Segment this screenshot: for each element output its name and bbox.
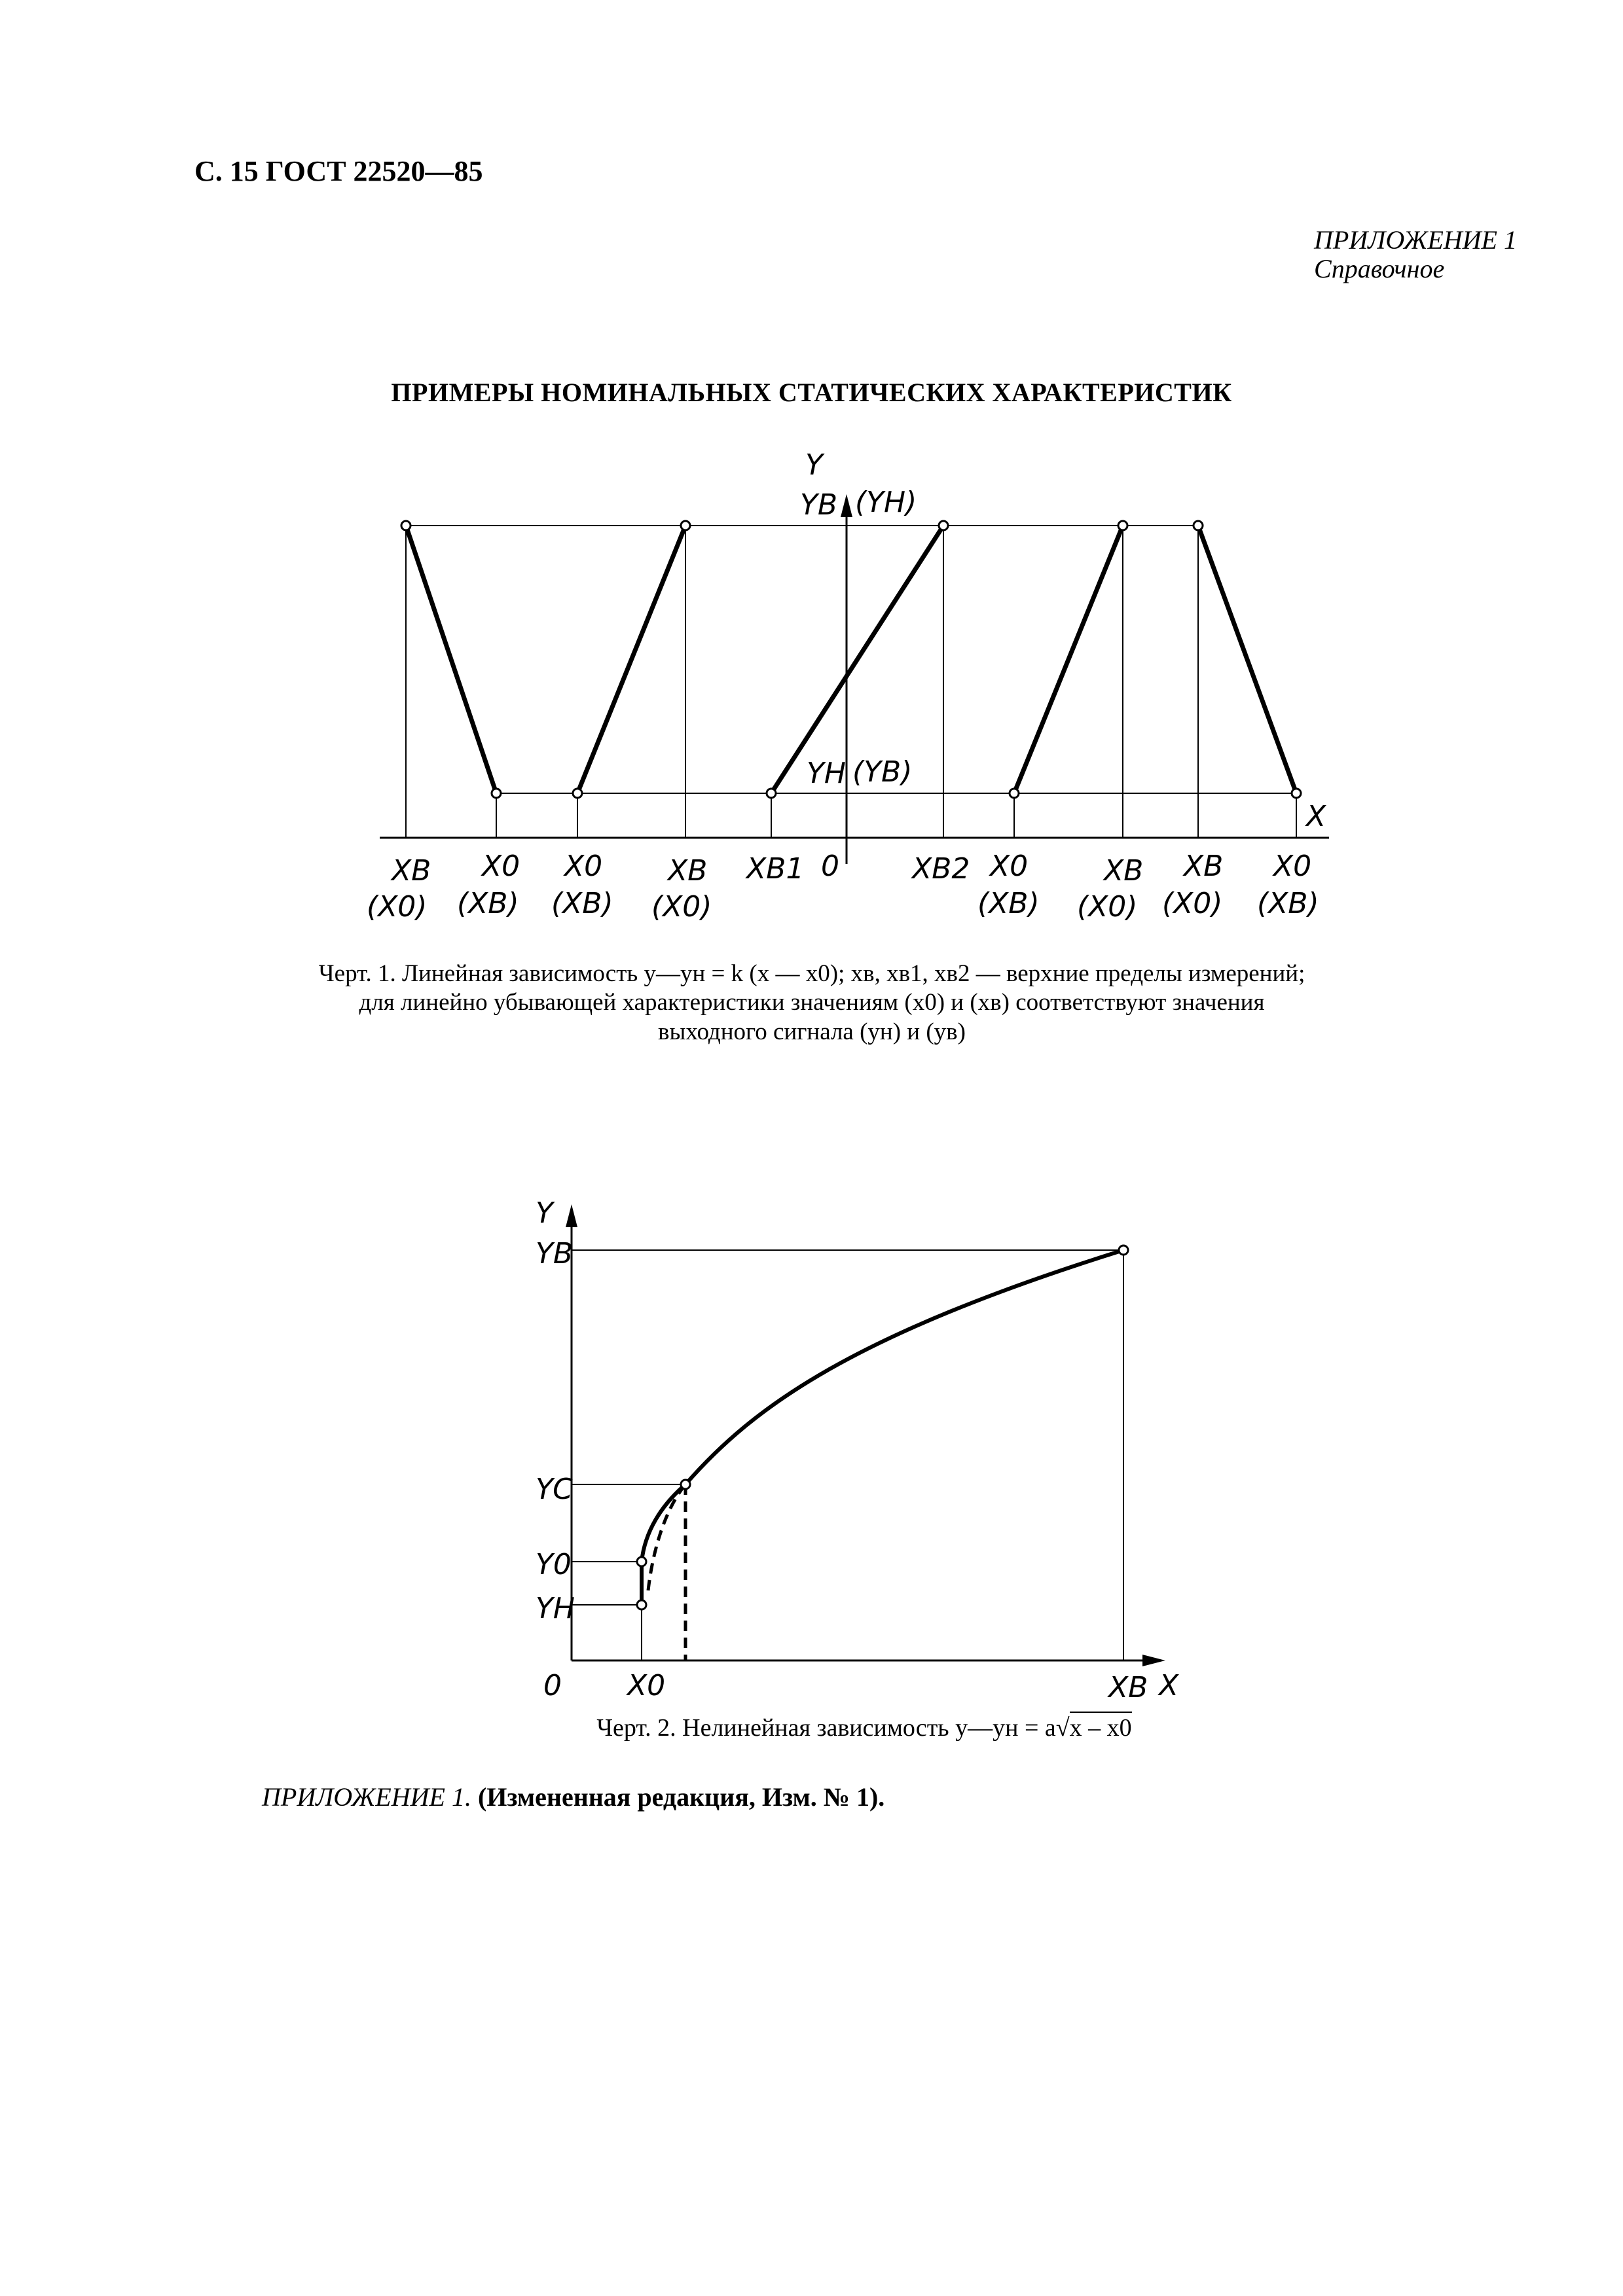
fig1-x-tick-label: XB [668, 854, 708, 888]
fig2-y-label-yb: YB [536, 1237, 574, 1270]
fig2-y-label-yc: YC [536, 1473, 573, 1506]
fig1-top-label-paren: (YH) [855, 486, 917, 519]
fig2-caption-sqrt: x – x0 [1070, 1712, 1132, 1742]
appendix-label: ПРИЛОЖЕНИЕ 1 [1314, 225, 1517, 255]
fig1-x-tick-paren: (X0) [1077, 890, 1138, 924]
fig1-x-tick-label: XB2 [912, 852, 970, 886]
fig1-x-tick-paren: (X0) [651, 890, 712, 924]
amendment-note [262, 1782, 884, 1812]
fig2-y-label-yh: YH [536, 1592, 575, 1625]
appendix-type: Справочное [1314, 254, 1445, 283]
fig1-x-tick-label: X0 [482, 850, 520, 883]
fig1-x-tick-paren: (X0) [1162, 887, 1223, 920]
fig2-x-label-x0: X0 [627, 1669, 666, 1702]
fig2-y-label-y0: Y0 [536, 1548, 572, 1581]
fig2-x-label-origin: 0 [543, 1669, 562, 1702]
fig2-y-arrow [566, 1204, 577, 1227]
fig2-dashed-curve [648, 1484, 685, 1590]
fig2-caption-prefix: Черт. 2. Нелинейная зависимость y—yн = a [596, 1714, 1056, 1742]
figure-2-caption [543, 1713, 1185, 1742]
page-title: ПРИМЕРЫ НОМИНАЛЬНЫХ СТАТИЧЕСКИХ ХАРАКТЕРИСТИК [391, 378, 1232, 407]
fig1-x-tick-paren: (XB) [977, 887, 1040, 920]
sqrt-icon: √ [1055, 1714, 1070, 1742]
fig2-reference-lines [572, 1250, 1123, 1660]
fig1-x-tick-label: X0 [564, 850, 603, 883]
fig1-x-tick-paren: (XB) [457, 887, 519, 920]
fig1-x-tick-paren: (X0) [367, 890, 428, 924]
fig1-x-tick-label: X0 [1273, 850, 1312, 883]
fig1-y-label: Y [805, 448, 823, 482]
fig2-x-axis-label: X [1159, 1669, 1179, 1702]
fig1-x-tick-label: XB [1104, 854, 1144, 888]
fig1-x-tick-paren: (XB) [1257, 887, 1319, 920]
fig1-x-tick-paren: (XB) [551, 887, 613, 920]
fig2-points [637, 1246, 1128, 1609]
fig1-x-tick-label: 0 [821, 850, 839, 883]
fig1-caption-line1: Черт. 1. Линейная зависимость y—yн = k (x — x0); xв, xв1, xв2 — верхние пределы измерений; [318, 960, 1305, 987]
fig1-bottom-label-paren: (YB) [852, 755, 913, 789]
fig2-y-label: Y [536, 1196, 553, 1230]
page-header: С. 15 ГОСТ 22520—85 [194, 155, 483, 187]
fig2-x-arrow [1142, 1655, 1165, 1666]
fig1-top-label: YB [800, 488, 838, 522]
fig2-curve [642, 1250, 1123, 1605]
fig1-bottom-label: YH [807, 757, 846, 790]
fig1-x-tick-label: X0 [990, 850, 1029, 883]
fig1-caption-line3: выходного сигнала (yн) и (yв) [658, 1018, 966, 1045]
amendment-note-ref: ПРИЛОЖЕНИЕ 1. [262, 1782, 471, 1812]
fig1-x-tick-label: XB [1184, 850, 1224, 883]
fig1-caption-line2: для линейно убывающей характеристики значениям (x0) и (xв) соответствуют значения [359, 989, 1265, 1016]
fig1-x-label: X [1306, 800, 1326, 833]
fig1-x-tick-label: XB [392, 854, 431, 888]
fig2-x-label-xb: XB [1108, 1671, 1148, 1704]
amendment-note-text: (Измененная редакция, Изм. № 1). [477, 1782, 885, 1812]
fig1-x-tick-label: XB1 [746, 852, 805, 886]
